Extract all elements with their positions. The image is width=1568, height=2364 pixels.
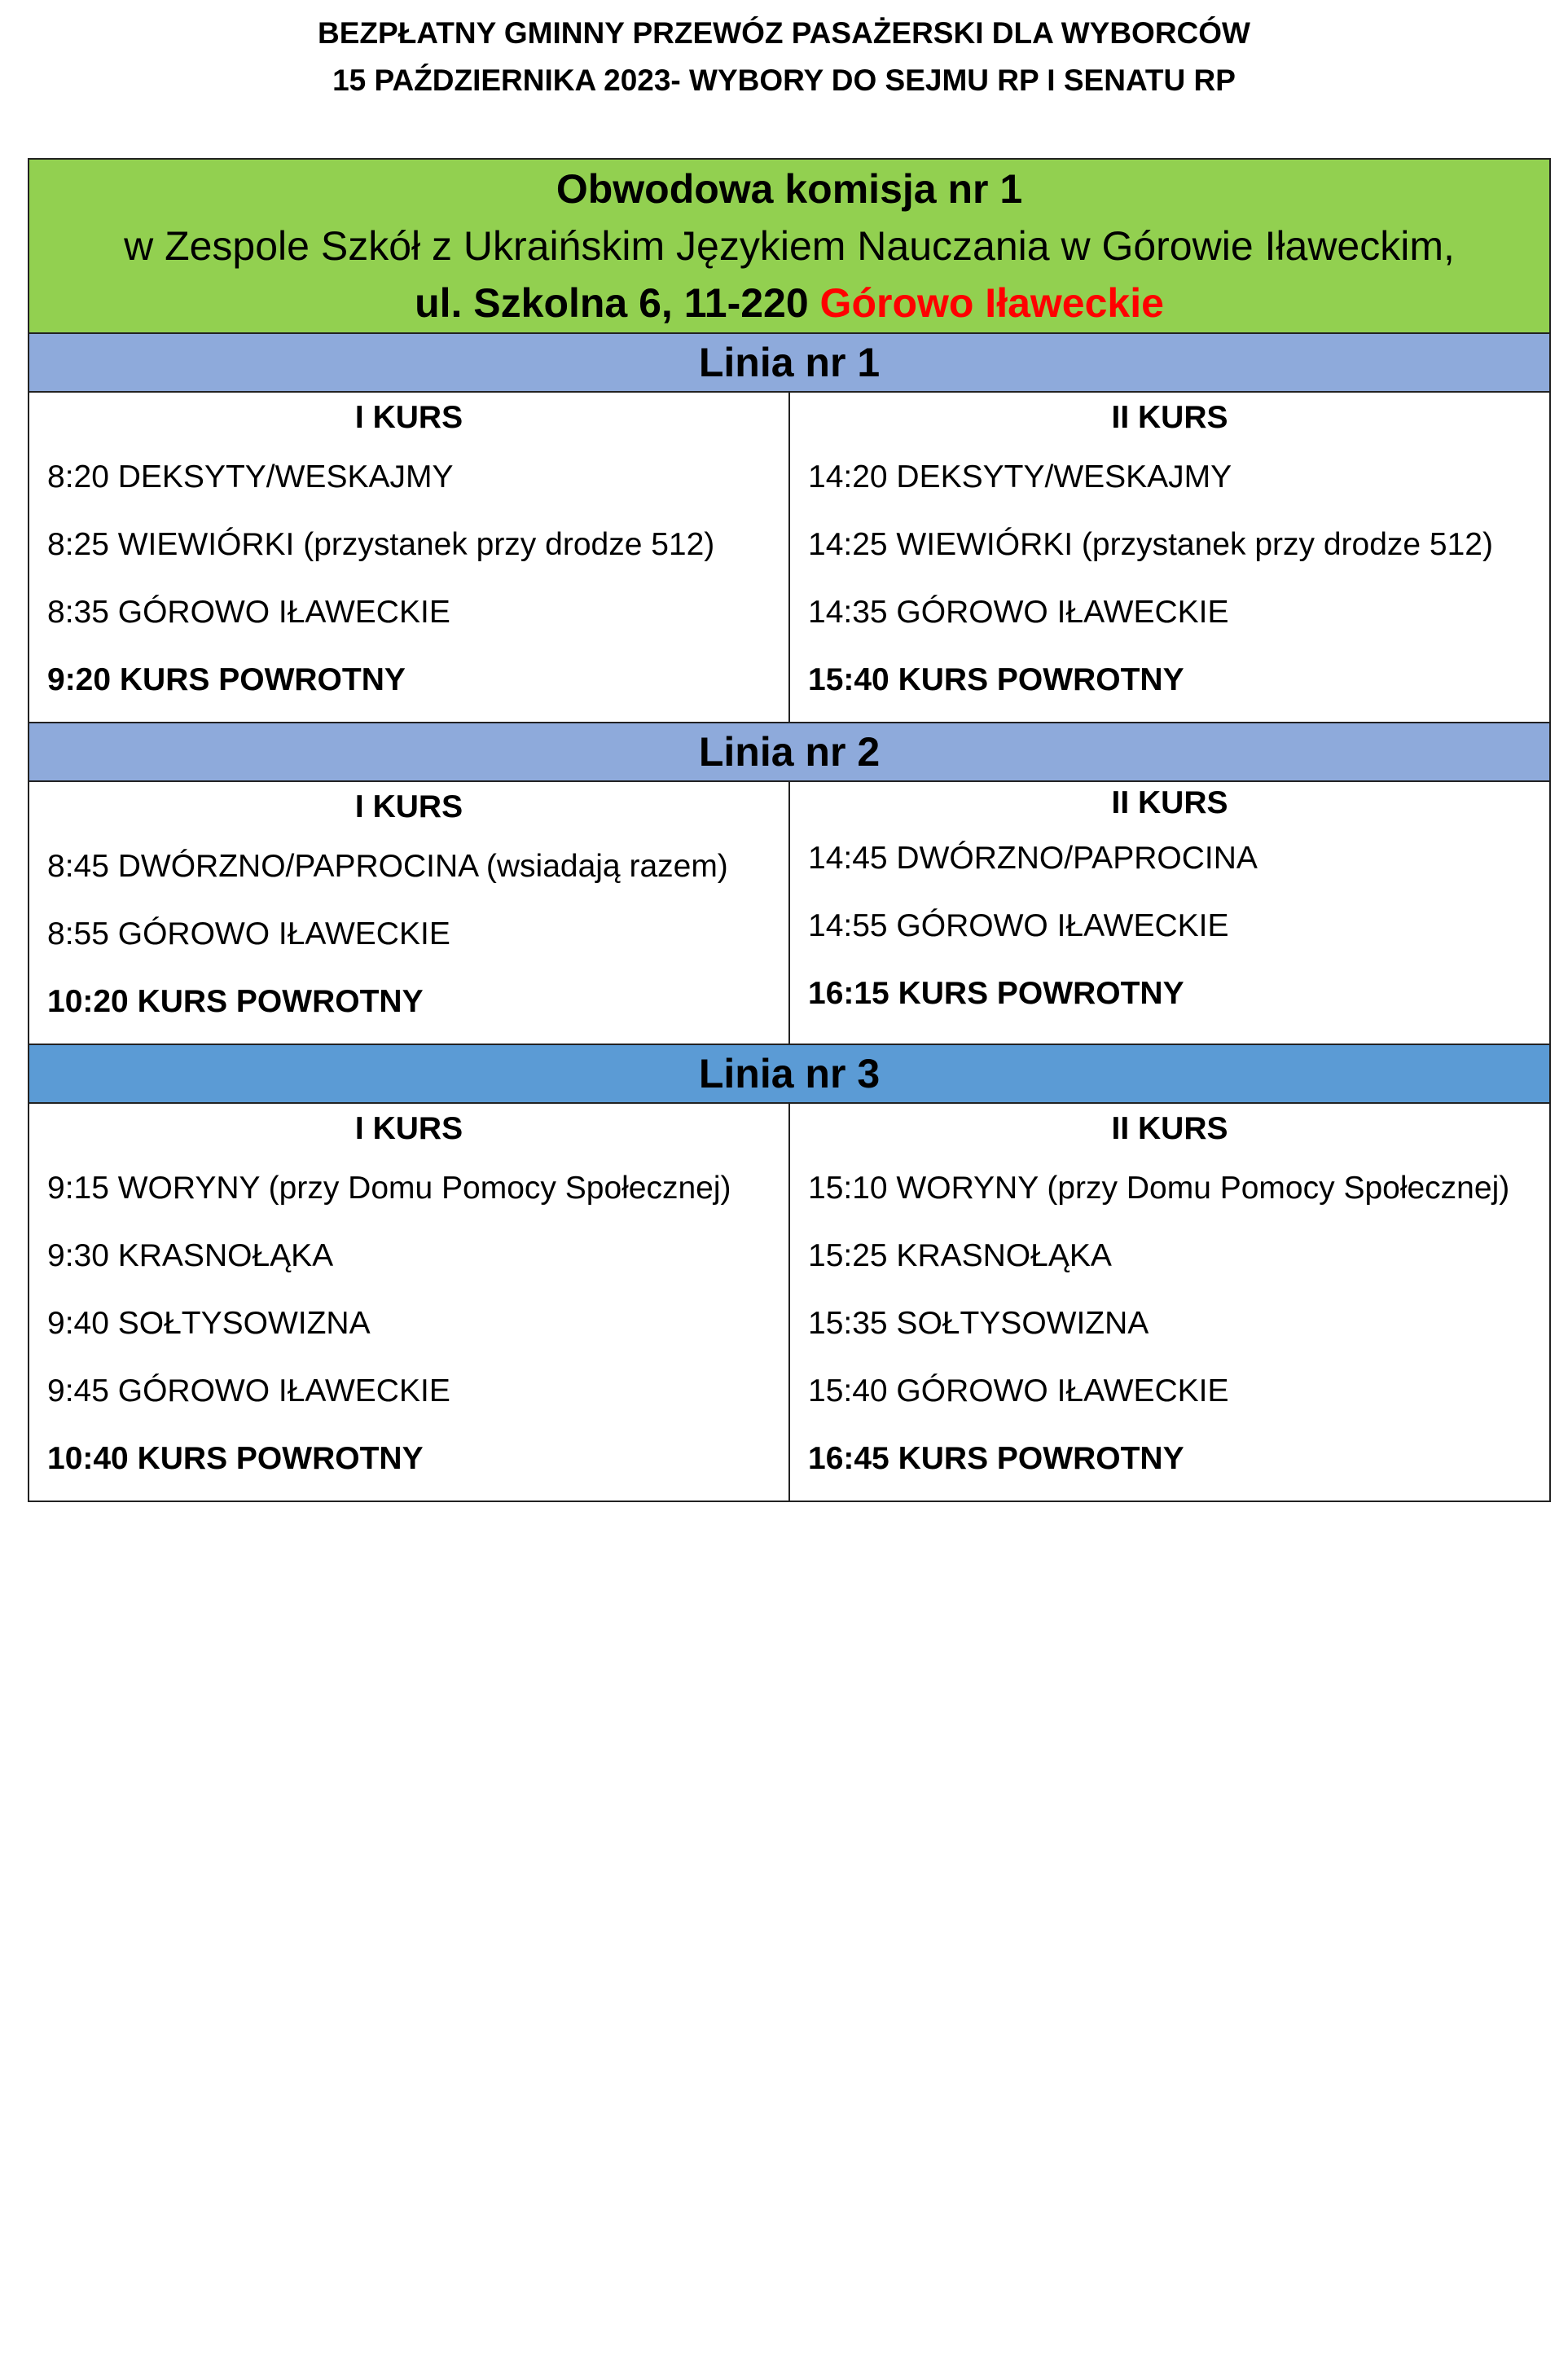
line-3-header: Linia nr 3: [29, 1044, 1550, 1103]
line-2-header: Linia nr 2: [29, 723, 1550, 781]
return-course: 16:15 KURS POWROTNY: [808, 976, 1184, 1011]
line-3-courses: [29, 1103, 1550, 1501]
commission-town: Górowo Iławeckie: [819, 280, 1164, 326]
schedule-table: [28, 158, 1551, 1502]
line-3-course-2: [789, 1103, 1550, 1501]
stop-entry: 15:35 SOŁTYSOWIZNA: [808, 1306, 1149, 1341]
stop-entry: 14:25 WIEWIÓRKI (przystanek przy drodze 512): [808, 527, 1493, 562]
course-label: I KURS: [354, 400, 463, 435]
stop-entry: 9:40 SOŁTYSOWIZNA: [47, 1306, 371, 1341]
line-2-course-2: [789, 781, 1550, 1044]
commission-address: ul. Szkolna 6, 11-220: [415, 280, 820, 326]
line-1-header: Linia nr 1: [29, 333, 1550, 392]
course-label: II KURS: [1111, 400, 1228, 435]
return-course: 15:40 KURS POWROTNY: [808, 662, 1184, 697]
stop-entry: 8:45 DWÓRZNO/PAPROCINA (wsiadają razem): [47, 849, 728, 884]
stop-entry: 8:25 WIEWIÓRKI (przystanek przy drodze 512): [47, 527, 715, 562]
commission-location: w Zespole Szkół z Ukraińskim Językiem Nauczania w Górowie Iławeckim,: [124, 223, 1455, 269]
course-label: II KURS: [1111, 785, 1228, 820]
stop-entry: 8:35 GÓROWO IŁAWECKIE: [47, 595, 450, 630]
stop-entry: 8:55 GÓROWO IŁAWECKIE: [47, 916, 450, 951]
document-title-line-1: BEZPŁATNY GMINNY PRZEWÓZ PASAŻERSKI DLA WYBORCÓW: [318, 16, 1250, 50]
stop-entry: 14:20 DEKSYTY/WESKAJMY: [808, 459, 1232, 494]
commission-title: Obwodowa komisja nr 1: [556, 166, 1023, 212]
stop-entry: 9:30 KRASNOŁĄKA: [47, 1238, 334, 1273]
course-label: I KURS: [354, 789, 463, 824]
line-3-course-1: [29, 1103, 789, 1501]
line-2-course-1: [29, 781, 789, 1044]
stop-entry: 14:55 GÓROWO IŁAWECKIE: [808, 908, 1229, 943]
document-title-line-2: 15 PAŹDZIERNIKA 2023- WYBORY DO SEJMU RP I SENATU RP: [332, 64, 1236, 97]
stop-entry: 9:15 WORYNY (przy Domu Pomocy Społecznej): [47, 1171, 731, 1206]
line-1-course-1: [29, 392, 789, 723]
return-course: 10:20 KURS POWROTNY: [47, 984, 424, 1019]
line-1-courses: [29, 392, 1550, 723]
return-course: 9:20 KURS POWROTNY: [47, 662, 406, 697]
commission-address-line: [29, 275, 1549, 332]
return-course: 10:40 KURS POWROTNY: [47, 1441, 424, 1476]
stop-entry: 9:45 GÓROWO IŁAWECKIE: [47, 1373, 450, 1408]
stop-entry: 15:40 GÓROWO IŁAWECKIE: [808, 1373, 1229, 1408]
return-course: 16:45 KURS POWROTNY: [808, 1441, 1184, 1476]
stop-entry: 14:45 DWÓRZNO/PAPROCINA: [808, 841, 1258, 876]
stop-entry: 15:10 WORYNY (przy Domu Pomocy Społecznej): [808, 1171, 1510, 1206]
stop-entry: 15:25 KRASNOŁĄKA: [808, 1238, 1112, 1273]
line-2-courses: [29, 781, 1550, 1044]
course-label: I KURS: [354, 1111, 463, 1146]
commission-header: [29, 159, 1550, 333]
stop-entry: 14:35 GÓROWO IŁAWECKIE: [808, 595, 1229, 630]
course-label: II KURS: [1111, 1111, 1228, 1146]
stop-entry: 8:20 DEKSYTY/WESKAJMY: [47, 459, 454, 494]
line-1-course-2: [789, 392, 1550, 723]
